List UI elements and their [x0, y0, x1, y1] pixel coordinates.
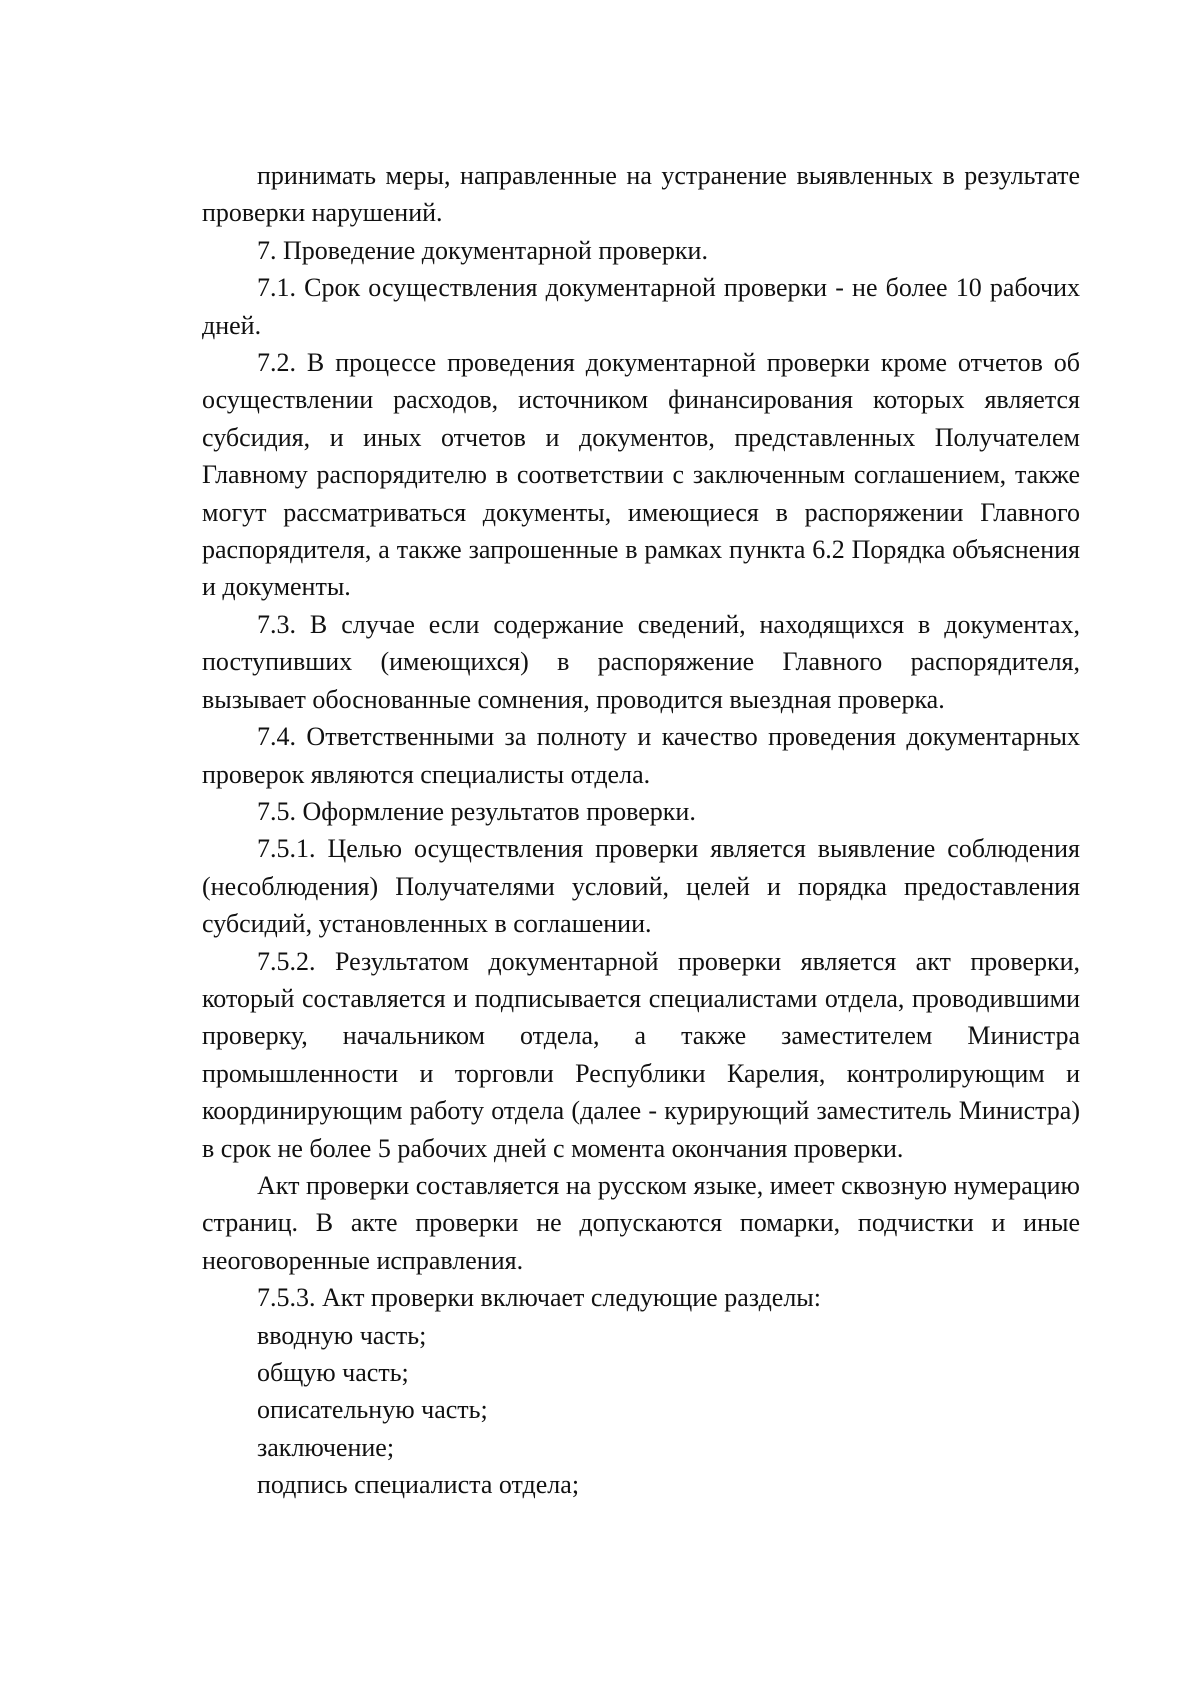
list-item: вводную часть; — [257, 1320, 427, 1350]
list-item: описательную часть; — [257, 1395, 488, 1425]
paragraph-7-4: 7.4. Ответственными за полноту и качество проведения документарных проверок являются специалисты отдела. — [202, 722, 1080, 789]
list-item: подпись специалиста отдела; — [257, 1470, 580, 1500]
list-item: заключение; — [257, 1432, 395, 1462]
paragraph-7-3: 7.3. В случае если содержание сведений, находящихся в документах, поступивших (имеющихся) в распоряжение Главного распорядителя, вызывает обоснованные сомнения, проводится выездная проверка. — [202, 609, 1080, 714]
paragraph-7-5-3: 7.5.3. Акт проверки включает следующие разделы: — [257, 1283, 822, 1313]
list-item: общую часть; — [257, 1358, 409, 1387]
paragraph-7-5-2: 7.5.2. Результатом документарной проверки является акт проверки, который составляется и подписывается специалистами отдела, проводившими проверку, начальником отдела, а также заместителем Министра промышленности и торговли Республики Карелия, контролирующим и координирующим работу отдела (далее - курирующий заместитель Министра) в срок не более 5 рабочих дней с момента окончания проверки. — [202, 946, 1080, 1163]
paragraph-section-7-heading: 7. Проведение документарной проверки. — [257, 235, 708, 265]
paragraph-7-5: 7.5. Оформление результатов проверки. — [257, 796, 696, 826]
paragraph-7-5-1: 7.5.1. Целью осуществления проверки является выявление соблюдения (несоблюдения) Получателями условий, целей и порядка предоставления субсидий, установленных в соглашении. — [202, 834, 1080, 939]
paragraph-act-requirements: Акт проверки составляется на русском языке, имеет сквозную нумерацию страниц. В акте проверки не допускаются помарки, подчистки и иные неоговоренные исправления. — [202, 1170, 1080, 1275]
paragraph-7-1: 7.1. Срок осуществления документарной проверки - не более 10 рабочих дней. — [202, 273, 1080, 340]
paragraph-7-2: 7.2. В процессе проведения документарной проверки кроме отчетов об осуществлении расходов, источником финансирования которых является субсидия, и иных отчетов и документов, представленных Получателем Главному распорядителю в соответствии с заключенным соглашением, также могут рассматриваться документы, имеющиеся в распоряжении Главного распорядителя, а также запрошенные в рамках пункта 6.2 Порядка объяснения и документы. — [202, 348, 1080, 602]
document-body — [202, 157, 1080, 1504]
paragraph-continuation: принимать меры, направленные на устранение выявленных в результате проверки нарушений. — [202, 161, 1080, 228]
